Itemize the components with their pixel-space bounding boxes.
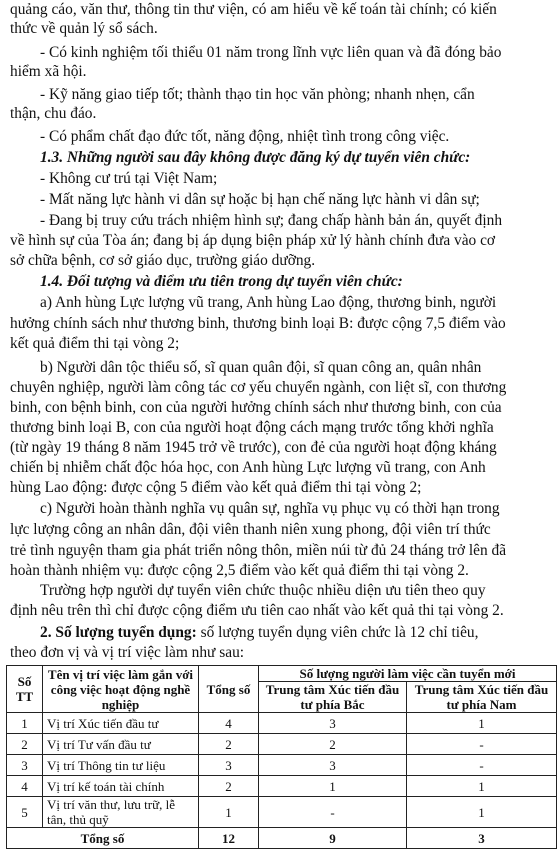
row-north-count: - — [259, 797, 407, 828]
total-south: 3 — [407, 828, 557, 849]
body-line: định nêu trên thì chỉ được cộng điểm ưu tiên cao nhất vào kết quả thi tại vòng 2. — [10, 602, 504, 619]
row-total: 2 — [199, 776, 259, 797]
body-line: b) Người dân tộc thiểu số, sĩ quan quân đội, sĩ quan công an, quân nhân — [40, 359, 482, 376]
body-line: (từ ngày 19 tháng 8 năm 1945 trở về trước), con đẻ của người hoạt động kháng — [10, 439, 497, 456]
total-count: 12 — [199, 828, 259, 849]
section-2-heading-line — [40, 623, 478, 643]
body-line: hưởng chính sách như thương binh, thương binh loại B: được cộng 7,5 điểm vào — [10, 315, 506, 332]
body-line: thận, chu đáo. — [10, 105, 97, 122]
header-stt: Số TT — [7, 666, 43, 713]
body-line: chiến bị nhiễm chất độc hóa học, con Anh hùng Lực lượng vũ trang, con Anh — [10, 459, 486, 476]
body-line: hoàn thành nhiệm vụ: được cộng 2,5 điểm vào kết quả điểm thi tại vòng 2. — [10, 562, 469, 579]
body-line: hiểm xã hội. — [10, 63, 87, 80]
body-line: - Kỹ năng giao tiếp tốt; thành thạo tin học văn phòng; nhanh nhẹn, cẩn — [40, 86, 475, 103]
body-line: - Đang bị truy cứu trách nhiệm hình sự; đang chấp hành bản án, quyết định — [40, 212, 503, 229]
table-body — [7, 713, 557, 828]
row-total: 1 — [199, 797, 259, 828]
table-total-row — [7, 828, 557, 849]
row-stt: 4 — [7, 776, 43, 797]
row-position-name: Vị trí Thông tin tư liệu — [43, 755, 199, 776]
table-row — [7, 776, 557, 797]
body-line: c) Người hoàn thành nghĩa vụ quân sự, nghĩa vụ phục vụ có thời hạn trong — [40, 500, 500, 517]
row-south-count: 1 — [407, 776, 557, 797]
body-line: trẻ tình nguyện tham gia phát triển nông thôn, miền núi từ đủ 24 tháng trở lên đã — [10, 542, 507, 559]
row-north-count: 2 — [259, 734, 407, 755]
body-line: binh, con bệnh binh, con của người hưởng chính sách như thương binh, con của — [10, 399, 502, 416]
row-south-count: 1 — [407, 797, 557, 828]
total-label: Tổng số — [7, 828, 199, 849]
header-total: Tổng số — [199, 666, 259, 713]
total-north: 9 — [259, 828, 407, 849]
row-position-name: Vị trí Xúc tiến đầu tư — [43, 713, 199, 734]
header-south-center: Trung tâm Xúc tiến đầu tư phía Nam — [407, 682, 557, 713]
row-total: 3 — [199, 755, 259, 776]
body-line: thức về quản lý sổ sách. — [10, 20, 158, 37]
body-line: - Không cư trú tại Việt Nam; — [40, 170, 218, 187]
row-total: 2 — [199, 734, 259, 755]
body-line: sở chữa bệnh, cơ sở giáo dục, trường giáo dưỡng. — [10, 252, 316, 269]
row-stt: 1 — [7, 713, 43, 734]
row-position-name: Vị trí kế toán tài chính — [43, 776, 199, 797]
body-line: - Mất năng lực hành vi dân sự hoặc bị hạn chế năng lực hành vi dân sự; — [40, 191, 480, 208]
body-line: lực lượng công an nhân dân, đội viên thanh niên xung phong, đội viên trí thức — [10, 521, 491, 538]
header-position-name: Tên vị trí việc làm gắn với công việc hoạt động nghề nghiệp — [43, 666, 199, 713]
header-north-center: Trung tâm Xúc tiến đầu tư phía Bắc — [259, 682, 407, 713]
row-stt: 5 — [7, 797, 43, 828]
row-north-count: 3 — [259, 713, 407, 734]
table-row — [7, 755, 557, 776]
section-2-heading: 2. Số lượng tuyển dụng: — [40, 624, 197, 641]
body-line: 1.3. Những người sau đây không được đăng ký dự tuyển viên chức: — [40, 149, 471, 166]
section-2-line-2: theo đơn vị và vị trí việc làm như sau: — [10, 644, 245, 661]
body-line: chuyên nghiệp, người làm công tác cơ yếu chuyển ngành, con liệt sĩ, con thương — [10, 379, 507, 396]
row-north-count: 3 — [259, 755, 407, 776]
body-line: về hình sự của Tòa án; đang bị áp dụng biện pháp xử lý hành chính đưa vào cơ — [10, 232, 496, 249]
header-group: Số lượng người làm việc cần tuyển mới — [259, 666, 557, 682]
body-line: a) Anh hùng Lực lượng vũ trang, Anh hùng Lao động, thương binh, người — [40, 294, 497, 311]
recruitment-table — [6, 665, 557, 849]
row-total: 4 — [199, 713, 259, 734]
body-line: 1.4. Đối tượng và điểm ưu tiên trong dự tuyển viên chức: — [40, 273, 403, 290]
body-line: - Có kinh nghiệm tối thiểu 01 năm trong lĩnh vực liên quan và đã đóng bảo — [40, 44, 502, 61]
body-line: quảng cáo, văn thư, thông tin thư viện, có am hiểu về kế toán tài chính; có kiến — [10, 1, 497, 18]
table-row — [7, 713, 557, 734]
body-line: thương binh loại B, con của người hoạt động cách mạng trước tổng khởi nghĩa — [10, 419, 494, 436]
row-south-count: 1 — [407, 713, 557, 734]
table-row — [7, 734, 557, 755]
row-north-count: 1 — [259, 776, 407, 797]
body-line: hùng Lao động: được cộng 5 điểm vào kết quả điểm thi tại vòng 2; — [10, 479, 422, 496]
row-stt: 2 — [7, 734, 43, 755]
row-position-name: Vị trí Tư vấn đầu tư — [43, 734, 199, 755]
body-line: Trường hợp người dự tuyển viên chức thuộc nhiều diện ưu tiên theo quy — [40, 582, 486, 599]
body-line: - Có phẩm chất đạo đức tốt, năng động, nhiệt tình trong công việc. — [40, 128, 450, 145]
row-south-count: - — [407, 755, 557, 776]
body-line: kết quả điểm thi tại vòng 2; — [10, 335, 180, 352]
row-position-name: Vị trí văn thư, lưu trữ, lễ tân, thủ quỹ — [43, 797, 199, 828]
row-stt: 3 — [7, 755, 43, 776]
section-2-text: số lượng tuyển dụng viên chức là 12 chỉ tiêu, — [196, 624, 479, 641]
table-row — [7, 797, 557, 828]
row-south-count: - — [407, 734, 557, 755]
